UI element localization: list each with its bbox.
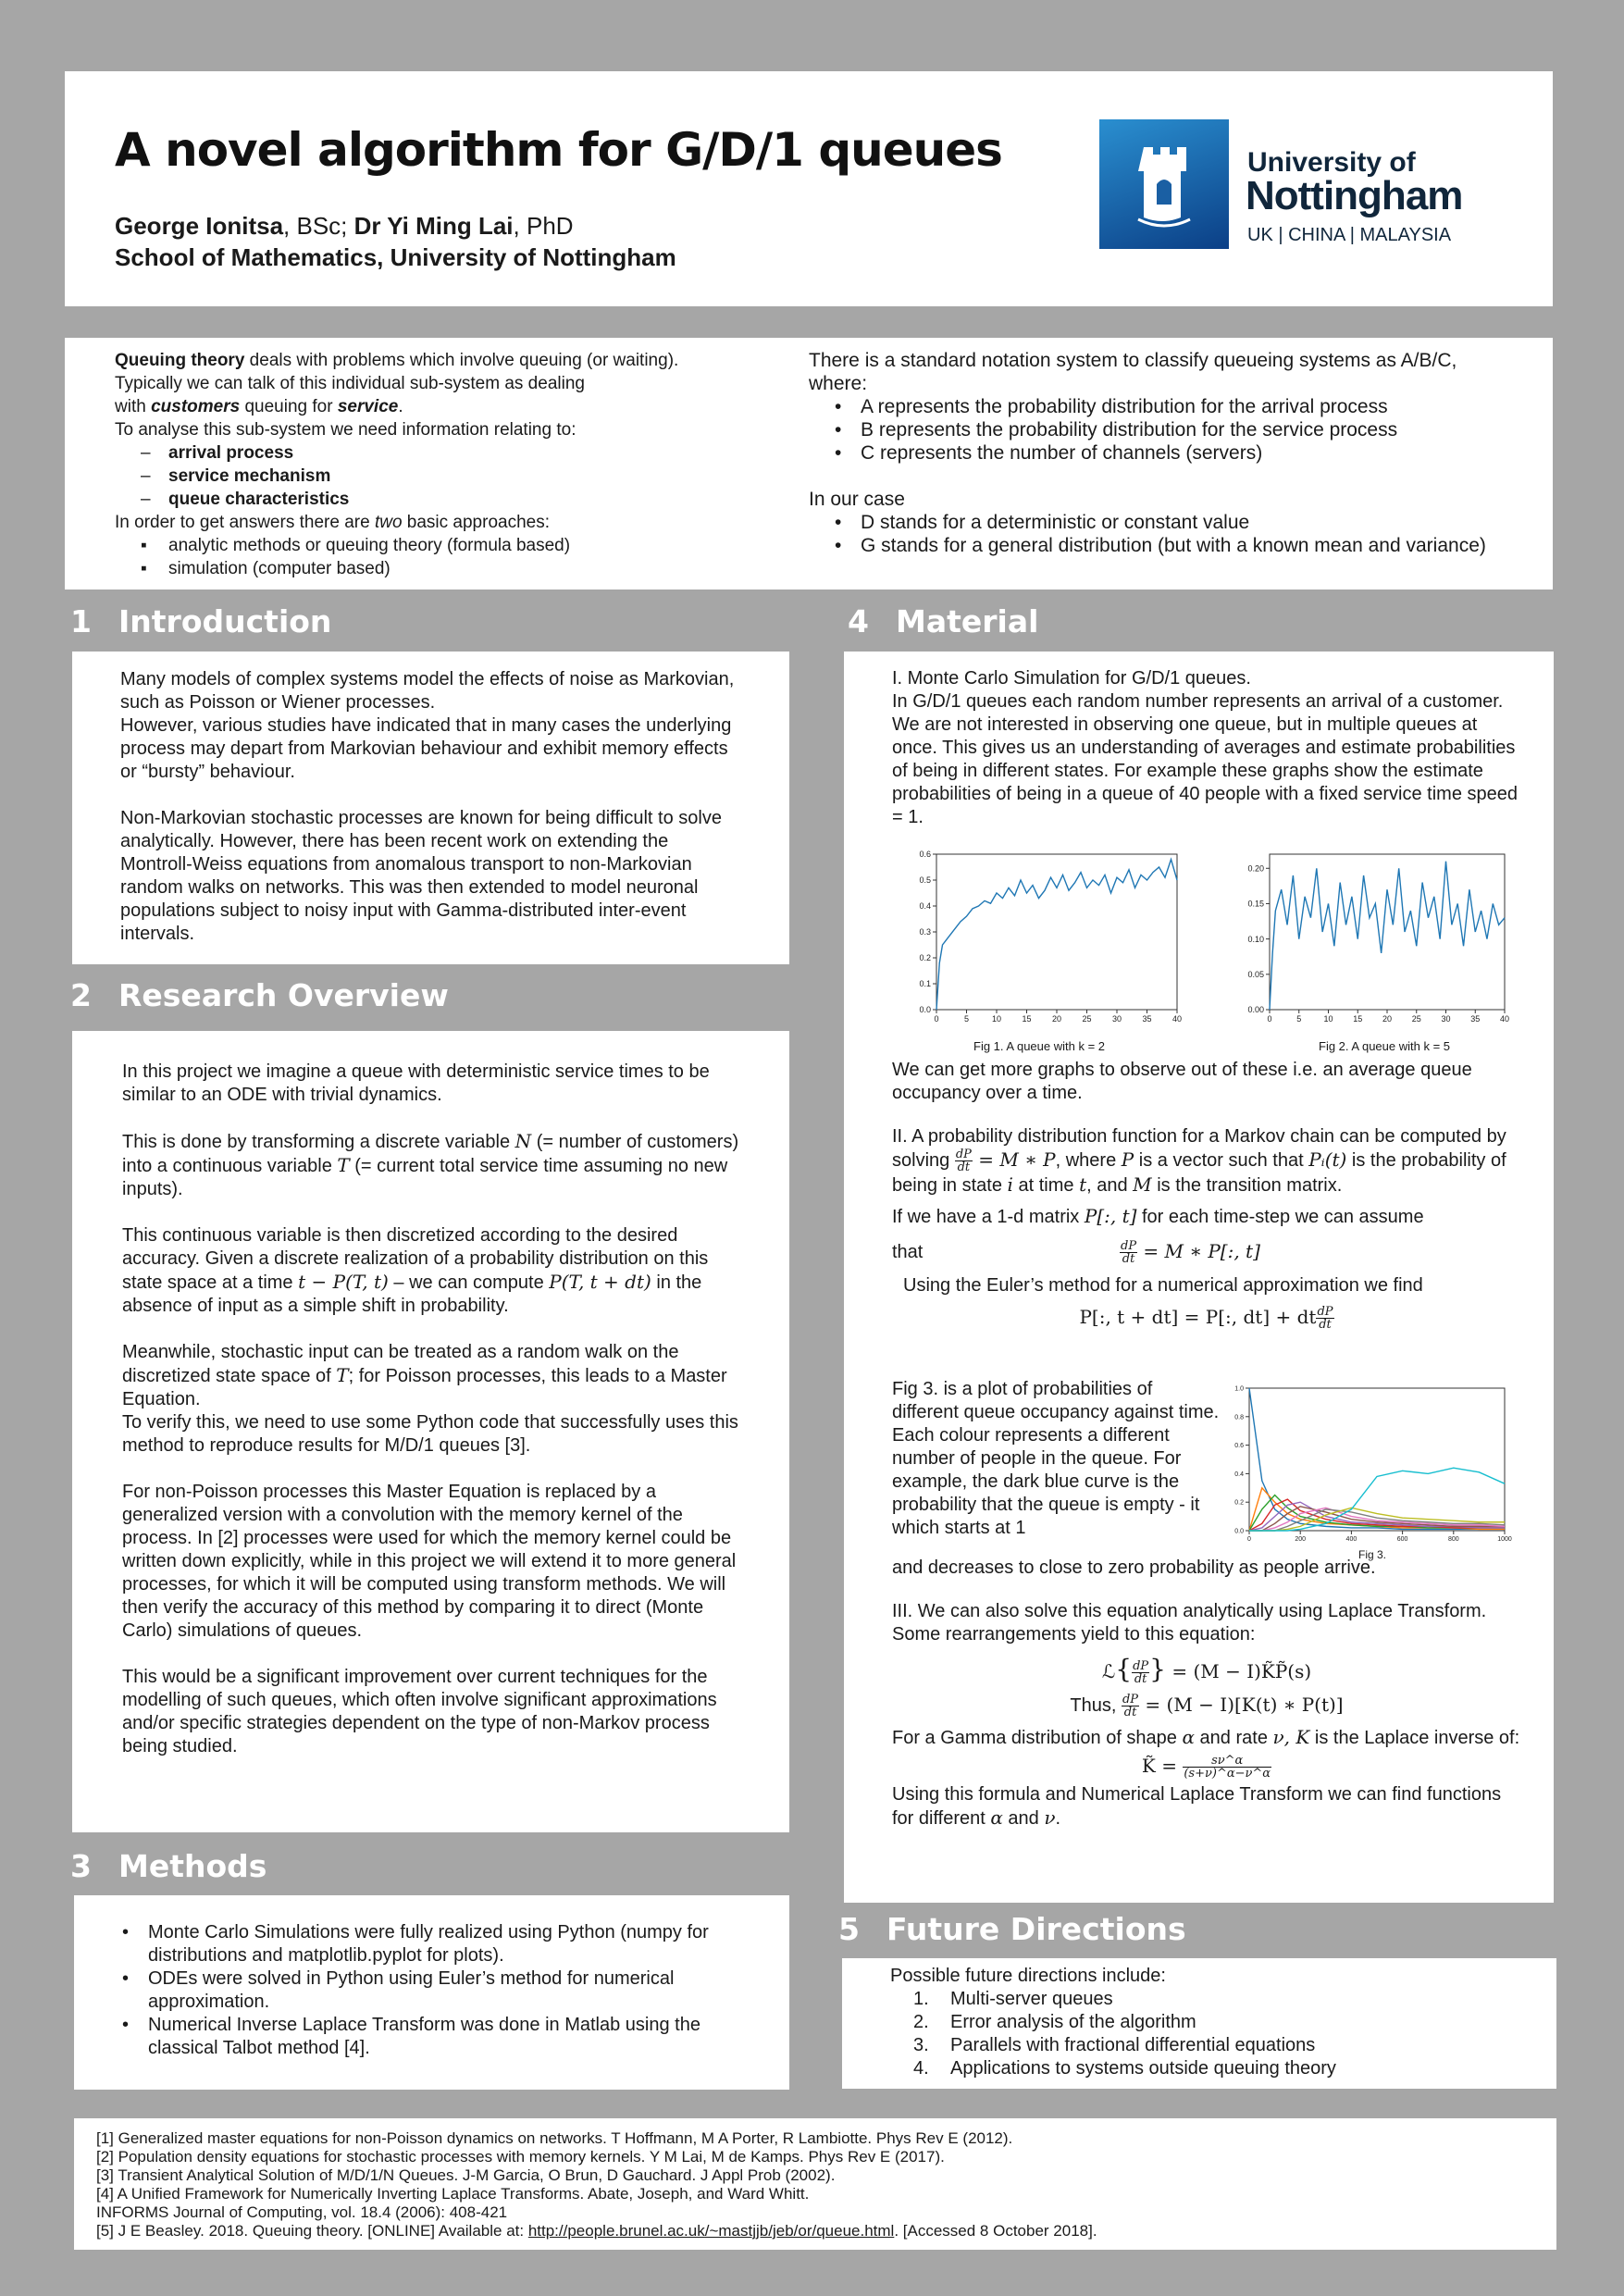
x-tick-label: 40 bbox=[1499, 1014, 1510, 1024]
header-panel bbox=[65, 71, 1553, 306]
bg-dash-list bbox=[115, 441, 762, 511]
euler-equation: P[:, t + dt] = P[:, dt] + dt $\frac{dP}{dt}$ bbox=[1079, 1305, 1333, 1333]
y-tick-label: 0.4 bbox=[919, 901, 931, 912]
reference-item: [4] A Unified Framework for Numerically Inverting Laplace Transforms. Abate, Joseph, and Ward Whitt. bbox=[96, 2185, 810, 2203]
y-tick-label: 0.8 bbox=[1234, 1414, 1244, 1421]
university-logo bbox=[1099, 119, 1488, 249]
x-tick-label: 400 bbox=[1345, 1536, 1357, 1543]
poster-title: A novel algorithm for G/D/1 queues bbox=[115, 123, 1002, 177]
bg-p3-pre: with bbox=[115, 397, 152, 416]
x-tick-label: 10 bbox=[991, 1014, 1002, 1024]
overview-para-1: In this project we imagine a queue with deterministic service times to be similar to an ODE with trivial dynamics. bbox=[122, 1061, 710, 1105]
overview-para-6: For non-Poisson processes this Master Equation is replaced by a generalized version with a convolution with the memory kernel of the process. In [2] processes were used for which the memory kernel could be written down explicitly, while in this project we will extend it to more general processes, for which it will be computed using transform methods. We will then verify the accuracy of this method by comparing it to direct (Monte Carlo) simulations of queues. bbox=[122, 1482, 737, 1641]
fig2-caption: Fig 2. A queue with k = 5 bbox=[1319, 1039, 1451, 1053]
material-para-9: III. We can also solve this equation analytically using Laplace Transform. bbox=[892, 1601, 1487, 1621]
author-1-degree: , BSc; bbox=[283, 212, 354, 240]
material-para-10: Some rearrangements yield to this equation: bbox=[892, 1624, 1256, 1644]
plot-frame bbox=[936, 854, 1177, 1010]
bg-square-list bbox=[115, 534, 762, 580]
y-tick-label: 0.4 bbox=[1234, 1471, 1244, 1478]
author-2-degree: , PhD bbox=[513, 212, 574, 240]
our-case-intro: In our case bbox=[809, 489, 905, 510]
intro-para-3: Non-Markovian stochastic processes are known for being difficult to solve analytically. However, there has been recent work on extending the Montroll-Weiss equations from anomalous transport to non-Markovian random walks on networks. This was then extended to model neuronal populations subject to noisy input with Gamma-distributed inter-event intervals. bbox=[120, 808, 722, 944]
section-title-material: 4 Material bbox=[848, 603, 1039, 639]
future-item: 1. Multi-server queues bbox=[913, 1989, 1113, 2009]
bg-para-5: In order to get answers there are two basic approaches: bbox=[115, 513, 551, 532]
material-para-1: I. Monte Carlo Simulation for G/D/1 queues. bbox=[892, 668, 1251, 689]
overview-para-3: This continuous variable is then discretized according to the desired accuracy. Given a discrete realization of a probability distribution on this state space at a time t − P(T, t) – we can compute P(T, t + dt) in the absence of input as a simple shift in probability. bbox=[122, 1225, 709, 1316]
y-tick-label: 0.10 bbox=[1247, 934, 1264, 944]
our-case-list bbox=[809, 511, 1512, 557]
bg-dash-item: – service mechanism bbox=[141, 466, 331, 486]
section-title-research-overview: 2 Research Overview bbox=[70, 977, 449, 1013]
future-item: 3. Parallels with fractional differential equations bbox=[913, 2035, 1316, 2055]
y-tick-label: 0.20 bbox=[1247, 863, 1264, 874]
future-item: 2. Error analysis of the algorithm bbox=[913, 2012, 1196, 2032]
x-tick-label: 5 bbox=[1296, 1014, 1302, 1024]
bg-term-queuing-theory: Queuing theory bbox=[115, 351, 245, 370]
x-tick-label: 20 bbox=[1051, 1014, 1062, 1024]
section-title-methods: 3 Methods bbox=[70, 1848, 267, 1884]
x-tick-label: 5 bbox=[963, 1014, 970, 1024]
research-overview-panel bbox=[72, 1031, 789, 1832]
notation-item: • B represents the probability distribution for the service process bbox=[835, 419, 1398, 441]
notation-intro: There is a standard notation system to classify queueing systems as A/B/C, where: bbox=[809, 350, 1457, 394]
y-tick-label: 0.0 bbox=[919, 1005, 931, 1015]
introduction-panel bbox=[72, 652, 789, 964]
reference-item: [1] Generalized master equations for non-Poisson dynamics on networks. T Hoffmann, M A Porter, R Lambiotte. Phys Rev E (2012). bbox=[96, 2129, 1013, 2147]
material-para-2: In G/D/1 queues each random number represents an arrival of a customer. We are not interested in observing one queue, but in multiple queues at once. This gives us an understanding of averages and estimate probabilities of being in different states. For example these graphs show the estimate probabilities of being in a queue of 40 people with a fixed service time speed = 1. bbox=[892, 691, 1518, 827]
x-tick-label: 600 bbox=[1396, 1536, 1408, 1543]
authors-line bbox=[115, 212, 574, 241]
fig3-chart bbox=[1225, 1383, 1510, 1545]
section-title-future-directions: 5 Future Directions bbox=[838, 1911, 1186, 1947]
x-tick-label: 800 bbox=[1447, 1536, 1459, 1543]
material-panel bbox=[844, 652, 1554, 1903]
author-1: George Ionitsa bbox=[115, 212, 284, 240]
castle-tower-icon bbox=[1099, 119, 1229, 249]
y-tick-label: 0.1 bbox=[919, 979, 931, 989]
bg-para-4: To analyse this sub-system we need information relating to: bbox=[115, 420, 576, 440]
x-tick-label: 0 bbox=[934, 1014, 939, 1024]
y-tick-label: 0.2 bbox=[919, 953, 931, 963]
material-para-3: We can get more graphs to observe out of these i.e. an average queue occupancy over a time. bbox=[892, 1060, 1472, 1103]
series-line bbox=[1270, 862, 1505, 1010]
intro-para-2: However, various studies have indicated that in many cases the underlying process may depart from Markovian behaviour and exhibit memory effects or “bursty” behaviour. bbox=[120, 715, 732, 782]
y-tick-label: 0.3 bbox=[919, 927, 931, 937]
bg-para-3 bbox=[115, 395, 762, 418]
y-tick-label: 0.15 bbox=[1247, 899, 1264, 909]
fig3-caption: Fig 3. bbox=[1358, 1548, 1387, 1561]
overview-para-7: This would be a significant improvement over current techniques for the modelling of such queues, which often involve significant approximations and/or specific strategies dependent on the type of non-Markov process being studied. bbox=[122, 1667, 717, 1756]
notation-list bbox=[809, 395, 1512, 465]
bg-term-service: service bbox=[337, 397, 399, 416]
fig2-chart bbox=[1231, 847, 1508, 1032]
y-tick-label: 0.00 bbox=[1247, 1005, 1264, 1015]
notation-item: • A represents the probability distribution for the arrival process bbox=[835, 396, 1388, 417]
x-tick-label: 0 bbox=[1267, 1014, 1272, 1024]
methods-item: • ODEs were solved in Python using Euler’s method for numerical approximation. bbox=[122, 1968, 675, 2012]
x-tick-label: 35 bbox=[1470, 1014, 1481, 1024]
x-tick-label: 25 bbox=[1082, 1014, 1092, 1024]
background-left-column bbox=[115, 349, 762, 580]
x-tick-label: 200 bbox=[1295, 1536, 1307, 1543]
y-tick-label: 0.2 bbox=[1234, 1499, 1244, 1507]
reference-item: [2] Population density equations for stochastic processes with memory kernels. Y M Lai, M de Kamps. Phys Rev E (2017). bbox=[96, 2148, 945, 2166]
background-panel bbox=[65, 338, 1553, 590]
material-para-8: and decreases to close to zero probability as people arrive. bbox=[892, 1558, 1376, 1578]
y-tick-label: 0.5 bbox=[919, 875, 931, 886]
x-tick-label: 15 bbox=[1353, 1014, 1363, 1024]
intro-para-1: Many models of complex systems model the effects of noise as Markovian, such as Poisson or Wiener processes. bbox=[120, 669, 735, 713]
future-item: 4. Applications to systems outside queuing theory bbox=[913, 2058, 1336, 2079]
overview-para-2: This is done by transforming a discrete variable N (= number of customers) into a continuous variable T (= current total service time assuming no new inputs). bbox=[122, 1130, 739, 1199]
fig1-chart bbox=[903, 847, 1181, 1032]
series-line bbox=[1249, 1488, 1505, 1531]
references-panel bbox=[74, 2118, 1556, 2250]
y-tick-label: 0.0 bbox=[1234, 1528, 1244, 1535]
y-tick-label: 0.6 bbox=[1234, 1443, 1244, 1450]
methods-panel bbox=[74, 1895, 789, 2090]
future-directions-panel bbox=[842, 1958, 1556, 2089]
plot-frame bbox=[1270, 854, 1505, 1010]
reference-item: [5] J E Beasley. 2018. Queuing theory. [ONLINE] Available at: http://people.brunel.ac.uk/~mastjjb/jeb/or/queue.html. [Accessed 8 October 2018]. bbox=[96, 2222, 1097, 2240]
plot-frame bbox=[1249, 1388, 1505, 1531]
y-tick-label: 0.05 bbox=[1247, 969, 1264, 979]
laplace-equation: ℒ{ $\frac{dP}{dt}$ } = (M − I)K̃P̃(s) bbox=[1101, 1654, 1312, 1686]
fig3-text: Fig 3. is a plot of probabilities of different queue occupancy against time. Each colour represents a different number of people in the queue. For example, the dark blue curve is the probability that the queue is empty - it which starts at 1 bbox=[892, 1379, 1220, 1538]
bg-p3-mid: queuing for bbox=[240, 397, 338, 416]
overview-para-4: Meanwhile, stochastic input can be treated as a random walk on the discretized state space of T; for Poisson processes, this leads to a Master Equation. bbox=[122, 1342, 727, 1409]
notation-item: • C represents the number of channels (servers) bbox=[835, 442, 1263, 464]
reference-item: INFORMS Journal of Computing, vol. 18.4 (2006): 408-421 bbox=[96, 2203, 508, 2221]
methods-item: • Numerical Inverse Laplace Transform was done in Matlab using the classical Talbot method [4]. bbox=[122, 2015, 700, 2058]
background-right-column bbox=[809, 349, 1512, 557]
material-para-7: Using the Euler’s method for a numerical approximation we find bbox=[903, 1275, 1423, 1297]
affiliation: School of Mathematics, University of Nottingham bbox=[115, 243, 676, 271]
material-para-4: II. A probability distribution function for a Markov chain can be computed by solving $\frac{dP}{dt}$ = M ∗ P, where P is a vector such that Pᵢ(t) is the probability of being in state i at time t, and M is the transition matrix. bbox=[892, 1126, 1506, 1197]
x-tick-label: 10 bbox=[1323, 1014, 1333, 1024]
methods-item: • Monte Carlo Simulations were fully realized using Python (numpy for distributions and matplotlib.pyplot for plots). bbox=[122, 1922, 709, 1966]
future-intro: Possible future directions include: bbox=[890, 1966, 1166, 1986]
x-tick-label: 1000 bbox=[1497, 1536, 1512, 1543]
section-title-introduction: 1 Introduction bbox=[70, 603, 332, 639]
reference-link[interactable]: http://people.brunel.ac.uk/~mastjjb/jeb/or/queue.html bbox=[527, 2222, 895, 2240]
bg-p3-end: . bbox=[398, 397, 403, 416]
x-tick-label: 15 bbox=[1022, 1014, 1032, 1024]
material-para-6: that $\frac{dP}{dt}$ = M ∗ P[:, t] bbox=[892, 1239, 1260, 1267]
material-para-5: If we have a 1-d matrix P[:, t] for each time-step we can assume bbox=[892, 1205, 1424, 1228]
gamma-kernel-equation: K̃ = $\frac{s\nu\^{}\alpha}{(s+\nu)\^{}\alpha-\nu\^{}\alpha}$ bbox=[1141, 1754, 1271, 1781]
bg-dash-item: – arrival process bbox=[141, 443, 294, 463]
fig1-caption: Fig 1. A queue with k = 2 bbox=[973, 1039, 1106, 1053]
bg-square-item: ▪ simulation (computer based) bbox=[141, 559, 391, 578]
bg-dash-item: – queue characteristics bbox=[141, 490, 350, 509]
x-tick-label: 25 bbox=[1411, 1014, 1421, 1024]
our-case-item: • G stands for a general distribution (but with a known mean and variance) bbox=[835, 535, 1486, 556]
logo-line-1: University of bbox=[1247, 147, 1416, 178]
bg-square-item: ▪ analytic methods or queuing theory (formula based) bbox=[141, 536, 571, 555]
kernel-equation: Thus, $\frac{dP}{dt}$ = (M − I)[K(t) ∗ P(t)] bbox=[1070, 1693, 1344, 1719]
author-2: Dr Yi Ming Lai bbox=[353, 212, 514, 240]
reference-item: [3] Transient Analytical Solution of M/D/1/N Queues. J-M Garcia, O Brun, D Gauchard. J Appl Prob (2002). bbox=[96, 2166, 836, 2184]
bg-para-1 bbox=[115, 349, 762, 372]
logo-line-2: Nottingham bbox=[1246, 173, 1463, 218]
y-tick-label: 1.0 bbox=[1234, 1385, 1244, 1393]
our-case-item: • D stands for a deterministic or constant value bbox=[835, 512, 1250, 533]
bg-para-2: Typically we can talk of this individual sub-system as dealing bbox=[115, 374, 585, 393]
x-tick-label: 30 bbox=[1111, 1014, 1122, 1024]
bg-term-customers: customers bbox=[151, 397, 241, 416]
x-tick-label: 20 bbox=[1382, 1014, 1393, 1024]
overview-para-5: To verify this, we need to use some Python code that successfully uses this method to reproduce results for M/D/1 queues [3]. bbox=[122, 1412, 738, 1456]
x-tick-label: 40 bbox=[1172, 1014, 1183, 1024]
logo-line-3: UK | CHINA | MALAYSIA bbox=[1247, 225, 1452, 245]
material-para-12: Using this formula and Numerical Laplace Transform we can find functions for different α and ν. bbox=[892, 1784, 1502, 1829]
y-tick-label: 0.6 bbox=[919, 850, 931, 860]
series-line bbox=[936, 860, 1177, 1010]
material-para-11: For a Gamma distribution of shape α and rate ν, K is the Laplace inverse of: bbox=[892, 1726, 1520, 1748]
x-tick-label: 30 bbox=[1441, 1014, 1451, 1024]
x-tick-label: 35 bbox=[1142, 1014, 1152, 1024]
x-tick-label: 0 bbox=[1247, 1536, 1251, 1543]
bg-para-1-text: deals with problems which involve queuing (or waiting). bbox=[244, 351, 679, 370]
